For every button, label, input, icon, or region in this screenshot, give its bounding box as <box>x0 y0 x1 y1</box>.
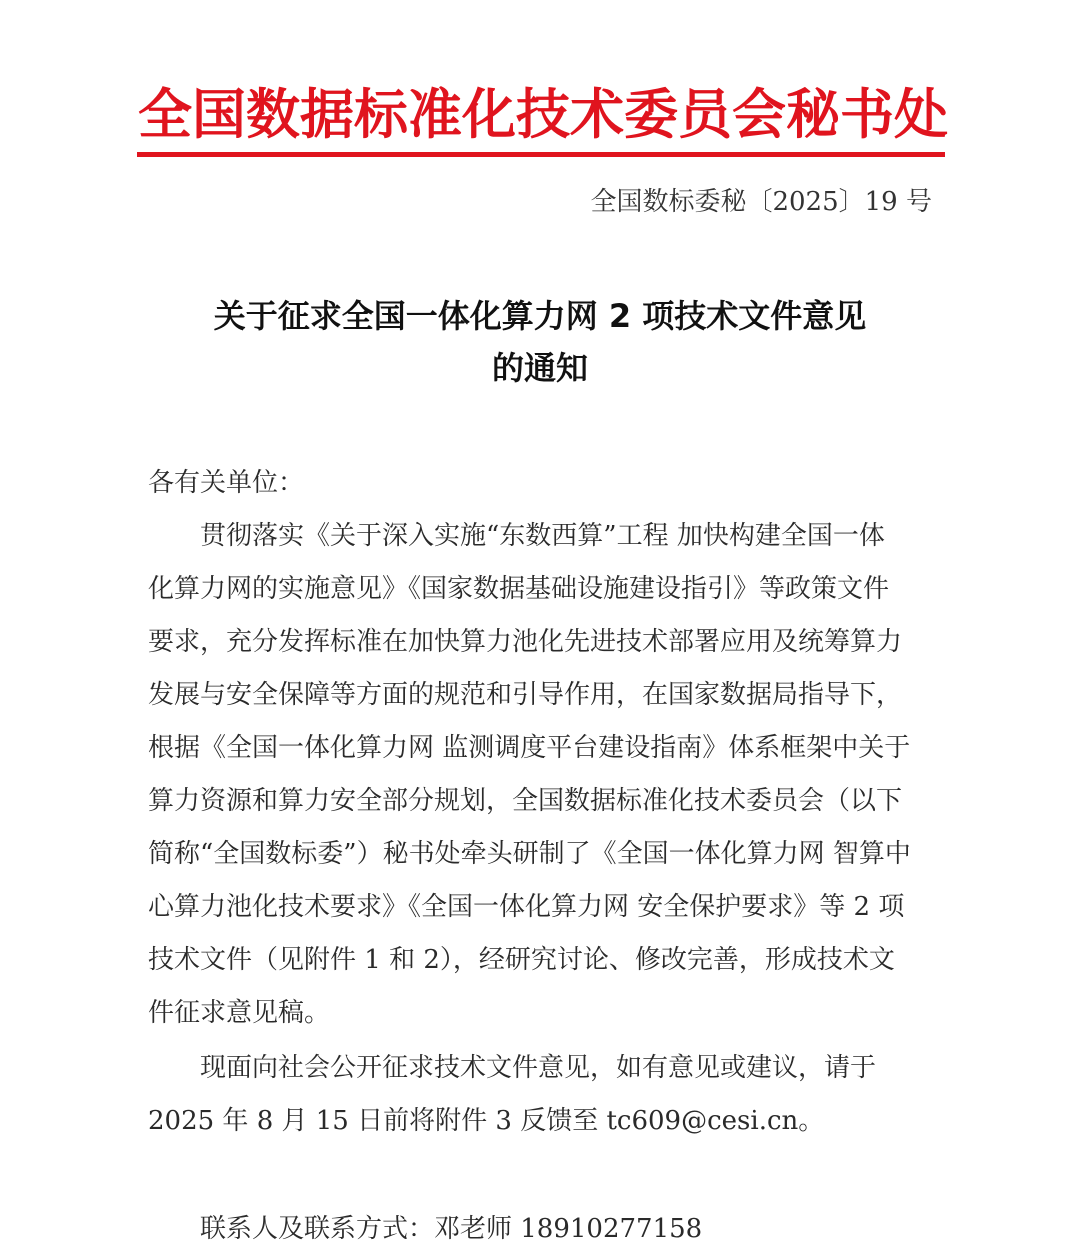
paragraph1-line: 心算力池化技术要求》《全国一体化算力网 安全保护要求》等 2 项 <box>148 892 905 922</box>
paragraph1-line: 技术文件（见附件 1 和 2），经研究讨论、修改完善，形成技术文 <box>148 945 895 975</box>
paragraph1-line: 贯彻落实《关于深入实施“东数西算”工程 加快构建全国一体 <box>200 521 885 551</box>
paragraph1-line: 算力资源和算力安全部分规划，全国数据标准化技术委员会（以下 <box>148 786 903 816</box>
salutation: 各有关单位： <box>148 468 305 498</box>
contact-info: 联系人及联系方式：邓老师 18910277158 <box>200 1214 703 1244</box>
paragraph1-line: 根据《全国一体化算力网 监测调度平台建设指南》体系框架中关于 <box>148 733 911 763</box>
paragraph1-line: 简称“全国数标委”）秘书处牵头研制了《全国一体化算力网 智算中 <box>148 839 911 869</box>
notice-title-line-1: 关于征求全国一体化算力网 2 项技术文件意见 <box>213 297 867 335</box>
paragraph2-line: 现面向社会公开征求技术文件意见，如有意见或建议，请于 <box>200 1053 877 1083</box>
red-divider-rule <box>137 152 945 157</box>
paragraph1-line: 化算力网的实施意见》《国家数据基础设施建设指引》等政策文件 <box>148 574 890 604</box>
document-number: 全国数标委秘〔2025〕19 号 <box>590 187 932 217</box>
paragraph2-line: 2025 年 8 月 15 日前将附件 3 反馈至 tc609@cesi.cn。 <box>148 1106 825 1136</box>
paragraph1-line: 发展与安全保障等方面的规范和引导作用，在国家数据局指导下， <box>148 680 903 710</box>
masthead-title: 全国数据标准化技术委员会秘书处 <box>138 83 948 146</box>
notice-title <box>140 290 940 394</box>
paragraph1-line: 要求，充分发挥标准在加快算力池化先进技术部署应用及统筹算力 <box>148 627 903 657</box>
paragraph1-line: 件征求意见稿。 <box>148 998 331 1028</box>
notice-title-line-2: 的通知 <box>491 349 588 387</box>
